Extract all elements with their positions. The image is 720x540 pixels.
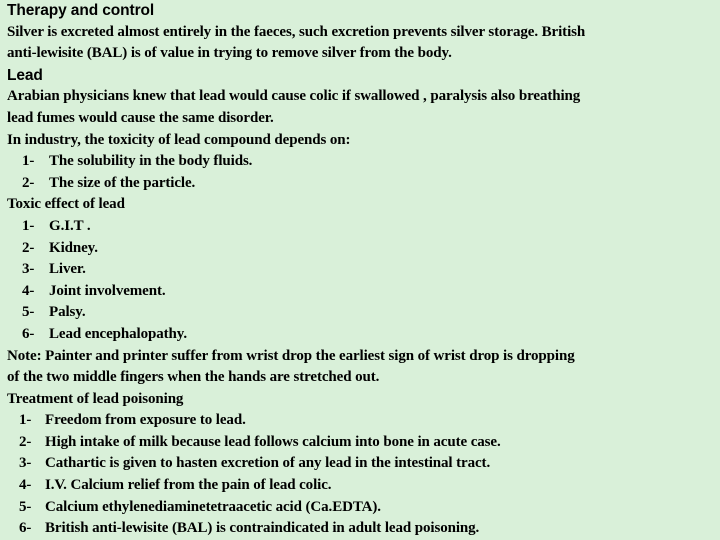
list-item [7,497,714,519]
list-item [7,410,714,432]
list-item-number: 2- [22,239,35,256]
list-item-text: The solubility in the body fluids. [49,153,253,170]
list-item-number: 2- [22,174,35,191]
list-item [7,518,714,540]
list-item-number: 5- [19,498,32,515]
note-line-1: Note: Painter and printer suffer from wrist drop the earliest sign of wrist drop is dropping [7,347,575,364]
therapy-paragraph-line-2: anti-lewisite (BAL) is of value in trying to remove silver from the body. [7,45,452,62]
toxic-effect-list [7,216,714,346]
list-item-number: 1- [19,412,32,429]
list-item-text: Calcium ethylenediaminetetraacetic acid (Ca.EDTA). [45,498,381,515]
lead-paragraph-line-2: lead fumes would cause the same disorder. [7,109,274,126]
industry-list [7,151,714,194]
list-item-number: 3- [19,455,32,472]
list-item-text: Freedom from exposure to lead. [45,412,246,429]
list-item-text: Liver. [49,261,86,278]
list-item [7,324,714,346]
list-item-number: 1- [22,153,35,170]
list-item-text: Kidney. [49,239,98,256]
list-item-number: 2- [19,433,32,450]
list-item-text: G.I.T . [49,217,91,234]
list-item-number: 3- [22,261,35,278]
list-item [7,173,714,195]
list-item [7,475,714,497]
treatment-list [7,410,714,540]
list-item-text: Lead encephalopathy. [49,325,188,342]
list-item-number: 1- [22,217,35,234]
lead-paragraph-line-1: Arabian physicians knew that lead would cause colic if swallowed , paralysis also breathing [7,88,581,105]
list-item-number: 6- [22,325,35,342]
list-item [7,453,714,475]
toxic-effect-heading: Toxic effect of lead [7,196,125,213]
list-item [7,302,714,324]
list-item-text: Palsy. [49,304,86,321]
list-item-text: The size of the particle. [49,174,196,191]
list-item-number: 4- [22,282,35,299]
list-item-text: High intake of milk because lead follows calcium into bone in acute case. [45,433,501,450]
treatment-heading: Treatment of lead poisoning [7,390,184,407]
lead-heading: Lead [7,66,43,84]
list-item [7,151,714,173]
list-item-text: I.V. Calcium relief from the pain of lead colic. [45,477,332,494]
therapy-control-heading: Therapy and control [7,2,155,19]
therapy-paragraph-line-1: Silver is excreted almost entirely in the faeces, such excretion prevents silver storage. British [7,23,586,40]
list-item-text: Joint involvement. [49,282,166,299]
list-item [7,216,714,238]
list-item-number: 4- [19,477,32,494]
list-item-text: British anti-lewisite (BAL) is contraindicated in adult lead poisoning. [45,520,480,537]
industry-paragraph: In industry, the toxicity of lead compound depends on: [7,131,351,148]
list-item [7,281,714,303]
list-item [7,238,714,260]
note-line-2: of the two middle fingers when the hands are stretched out. [7,369,380,386]
list-item [7,259,714,281]
list-item-number: 6- [19,520,32,537]
list-item-text: Cathartic is given to hasten excretion of any lead in the intestinal tract. [45,455,491,472]
list-item-number: 5- [22,304,35,321]
list-item [7,432,714,454]
